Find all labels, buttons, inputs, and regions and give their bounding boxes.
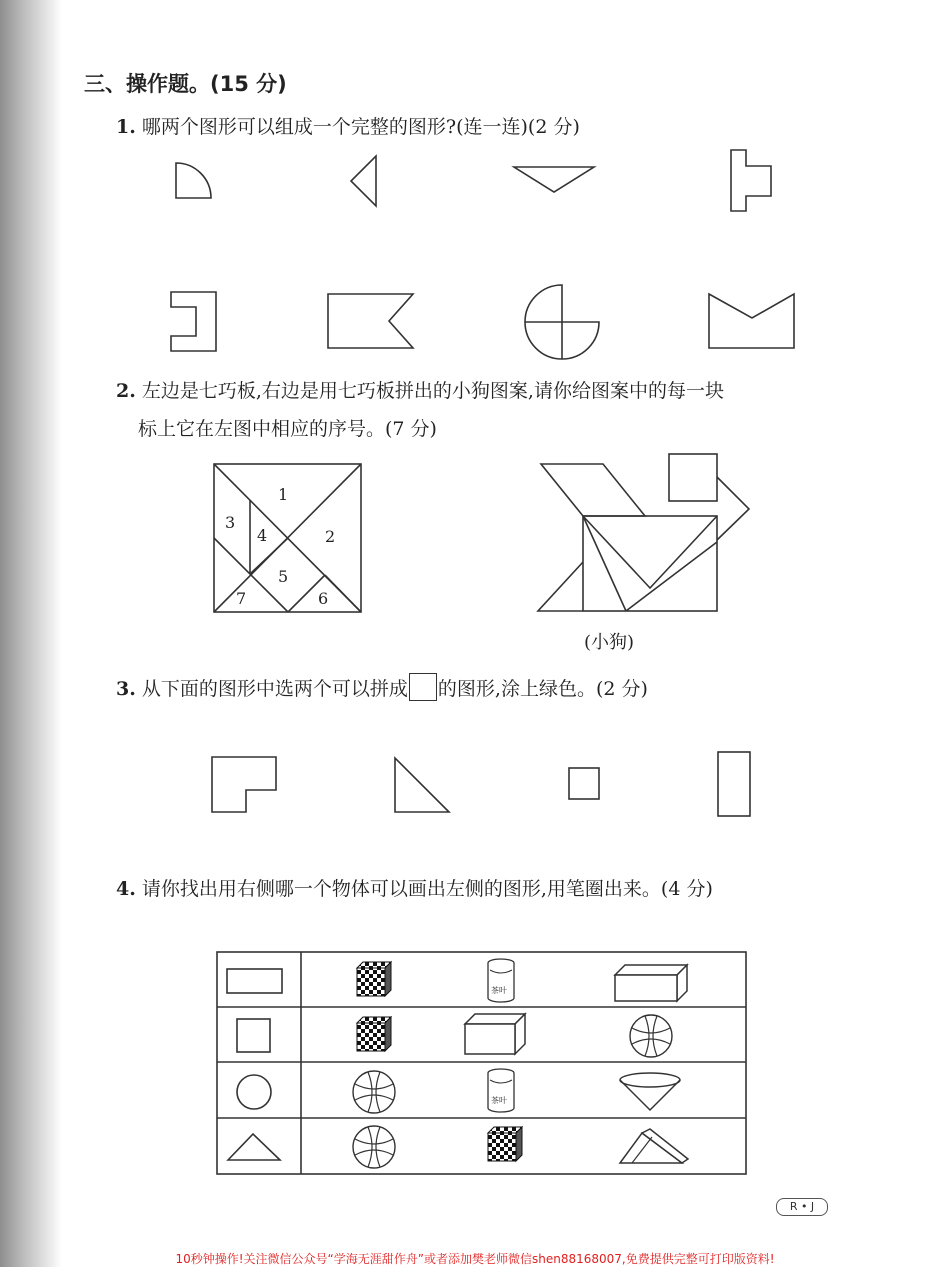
question-3-text-before: 从下面的图形中选两个可以拼成: [141, 678, 408, 700]
quarter-circle-shape: [176, 163, 211, 198]
tangram-label-1: 1: [278, 485, 289, 504]
question-3-number: 3.: [116, 678, 136, 700]
edition-tag: R • J: [776, 1198, 828, 1216]
checkered-cube-icon: [488, 1127, 522, 1161]
basketball-icon: [353, 1071, 395, 1113]
dog-caption: (小狗): [584, 632, 635, 653]
square-outline-icon: [237, 1019, 270, 1052]
tea-can-label: 茶叶: [491, 1096, 507, 1105]
question-1-number: 1.: [116, 116, 136, 138]
c-bracket-shape: [171, 292, 216, 351]
footer-notice: 10秒钟操作!关注微信公众号“学海无涯甜作舟”或者添加樊老师微信shen88168007,免费提供完整可打印版资料!: [175, 1252, 775, 1266]
question-4-number: 4.: [116, 878, 136, 900]
tangram-label-4: 4: [257, 526, 268, 545]
triangle-outline-icon: [228, 1134, 280, 1160]
cone-icon: [620, 1073, 680, 1110]
half-cross-shape: [731, 150, 771, 211]
tangram-label-5: 5: [278, 567, 289, 586]
tea-can-label: 茶叶: [491, 986, 507, 995]
three-quarter-circle-shape: [525, 285, 599, 359]
checkered-cube-icon: [357, 962, 391, 996]
question-4-text: 请你找出用右侧哪一个物体可以画出左侧的图形,用笔圈出来。(4 分): [141, 878, 713, 900]
rectangle-outline-icon: [227, 969, 282, 993]
circle-outline-icon: [237, 1075, 271, 1109]
tangram-label-6: 6: [318, 589, 329, 608]
tangram-label-3: 3: [225, 513, 236, 532]
l-shape: [212, 757, 276, 812]
tangram-dog-figure: [538, 454, 749, 611]
tall-rectangle-shape: [718, 752, 750, 816]
tea-can-icon: [488, 1069, 514, 1112]
question-2-text-1: 左边是七巧板,右边是用七巧板拼出的小狗图案,请你给图案中的每一块: [141, 380, 724, 402]
triangular-prism-icon: [620, 1129, 688, 1163]
cuboid-icon: [615, 965, 687, 1001]
right-triangle-shape: [395, 758, 449, 812]
inverted-triangle-shape: [514, 167, 594, 192]
question-3-text-after: 的图形,涂上绿色。(2 分): [437, 678, 648, 700]
question-2-text-2: 标上它在左图中相应的序号。(7 分): [138, 418, 437, 440]
tangram-label-2: 2: [325, 527, 336, 546]
question-2-number: 2.: [116, 380, 136, 402]
notched-flag-shape: [328, 294, 413, 348]
tangram-label-7: 7: [236, 589, 247, 608]
notched-rectangle-shape: [709, 294, 794, 348]
tea-can-icon: [488, 959, 514, 1002]
basketball-icon: [630, 1015, 672, 1057]
cuboid-icon: [465, 1014, 525, 1054]
section-title: 三、操作题。(15 分): [84, 72, 287, 96]
checkered-cube-icon: [357, 1017, 391, 1051]
question-1-text: 哪两个图形可以组成一个完整的图形?(连一连)(2 分): [141, 116, 580, 138]
half-triangle-shape: [351, 156, 376, 206]
small-square-shape: [569, 768, 599, 799]
basketball-icon: [353, 1126, 395, 1168]
